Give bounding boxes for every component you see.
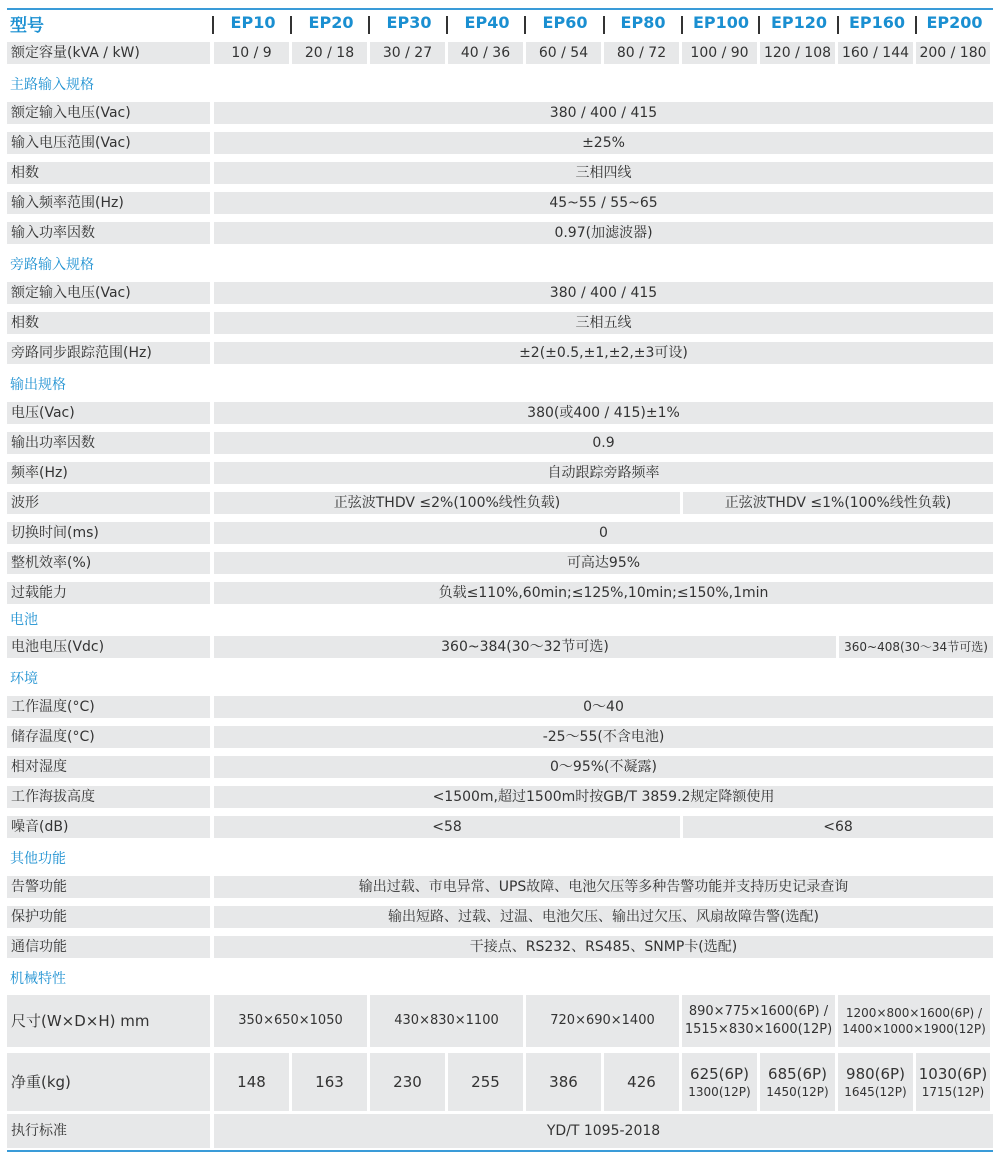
- weight-value: 230: [370, 1053, 445, 1111]
- overload-row: [7, 582, 993, 604]
- environment-value: -25～55(不含电池): [214, 726, 993, 748]
- main-input-row: [7, 102, 993, 124]
- capacity-value: 80 / 72: [604, 42, 679, 64]
- cell-line: 1450(12P): [766, 1085, 829, 1100]
- header-separator: [524, 16, 526, 34]
- output-pf-value: 0.9: [214, 432, 993, 454]
- waveform-value-left: 正弦波THDV ≤2%(100%线性负载): [214, 492, 680, 514]
- battery-voltage-label: 电池电压(Vdc): [7, 636, 210, 658]
- model-name: EP20: [308, 13, 354, 32]
- section-title-bypass-input: 旁路输入规格: [10, 257, 94, 273]
- waveform-label: 波形: [7, 492, 210, 514]
- bypass-input-label: 旁路同步跟踪范围(Hz): [7, 342, 210, 364]
- other-function-label: 通信功能: [7, 936, 210, 958]
- capacity-value: 30 / 27: [370, 42, 445, 64]
- transfer-time-row: [7, 522, 993, 544]
- cell-line: 685(6P): [768, 1064, 827, 1083]
- section-title-environment: 环境: [10, 671, 38, 687]
- cell-line: 1645(12P): [844, 1085, 907, 1100]
- other-function-value: 输出短路、过载、过温、电池欠压、输出过欠压、风扇故障告警(选配): [214, 906, 993, 928]
- noise-value-right: <68: [683, 816, 993, 838]
- header-separator: [915, 16, 917, 34]
- efficiency-row: [7, 552, 993, 574]
- bottom-rule: [7, 1150, 993, 1152]
- bypass-input-value: 三相五线: [214, 312, 993, 334]
- model-name: EP30: [386, 13, 432, 32]
- section-title-battery: 电池: [10, 612, 38, 628]
- waveform-value-right: 正弦波THDV ≤1%(100%线性负载): [683, 492, 993, 514]
- section-title-main-input: 主路输入规格: [10, 77, 94, 93]
- section-title-other: 其他功能: [10, 851, 66, 867]
- weight-value: 255: [448, 1053, 523, 1111]
- standard-row: [7, 1114, 993, 1148]
- transfer-time-value: 0: [214, 522, 993, 544]
- model-name: EP40: [464, 13, 510, 32]
- cell-line: 890×775×1600(6P) /: [688, 1004, 829, 1020]
- header-separator: [290, 16, 292, 34]
- bypass-input-value: ±2(±0.5,±1,±2,±3可设): [214, 342, 993, 364]
- main-input-label: 输入频率范围(Hz): [7, 192, 210, 214]
- other-function-row: [7, 906, 993, 928]
- output-freq-label: 频率(Hz): [7, 462, 210, 484]
- cell-line: 1300(12P): [688, 1085, 751, 1100]
- noise-row: [7, 816, 993, 838]
- model-name: EP100: [692, 13, 750, 32]
- weight-value: 163: [292, 1053, 367, 1111]
- main-input-value: 三相四线: [214, 162, 993, 184]
- model-name: EP80: [620, 13, 666, 32]
- cell-line: 625(6P): [690, 1064, 749, 1083]
- size-value: [838, 995, 990, 1047]
- environment-row: [7, 696, 993, 718]
- bypass-input-row: [7, 282, 993, 304]
- size-value: 720×690×1400: [526, 995, 679, 1047]
- standard-value: YD/T 1095-2018: [214, 1114, 993, 1148]
- output-freq-value: 自动跟踪旁路频率: [214, 462, 993, 484]
- header-separator: [681, 16, 683, 34]
- environment-value: <1500m,超过1500m时按GB/T 3859.2规定降额使用: [214, 786, 993, 808]
- main-input-label: 输入功率因数: [7, 222, 210, 244]
- environment-value: 0～40: [214, 696, 993, 718]
- output-pf-label: 输出功率因数: [7, 432, 210, 454]
- environment-label: 工作海拔高度: [7, 786, 210, 808]
- overload-label: 过载能力: [7, 582, 210, 604]
- capacity-value: 160 / 144: [838, 42, 913, 64]
- model-name: EP10: [230, 13, 276, 32]
- bypass-input-row: [7, 312, 993, 334]
- model-name: EP200: [926, 13, 983, 32]
- model-name: EP120: [770, 13, 828, 32]
- capacity-value: 40 / 36: [448, 42, 523, 64]
- cell-line: 1030(6P): [918, 1064, 988, 1083]
- battery-voltage-value-left: 360~384(30～32节可选): [214, 636, 836, 658]
- model-name: EP160: [848, 13, 906, 32]
- cell-line: 1200×800×1600(6P) /: [845, 1005, 983, 1020]
- weight-value: 386: [526, 1053, 601, 1111]
- output-voltage-row: [7, 402, 993, 424]
- overload-value: 负载≤110%,60min;≤125%,10min;≤150%,1min: [214, 582, 993, 604]
- model-heading: 型号: [10, 16, 44, 36]
- section-title-mechanical: 机械特性: [10, 971, 66, 987]
- other-function-label: 保护功能: [7, 906, 210, 928]
- capacity-value: 200 / 180: [916, 42, 990, 64]
- environment-label: 储存温度(°C): [7, 726, 210, 748]
- capacity-value: 100 / 90: [682, 42, 757, 64]
- battery-voltage-value-right: 360~408(30～34节可选): [839, 636, 993, 658]
- environment-value: 0～95%(不凝露): [214, 756, 993, 778]
- section-title-output: 输出规格: [10, 377, 66, 393]
- environment-row: [7, 726, 993, 748]
- other-function-label: 告警功能: [7, 876, 210, 898]
- capacity-value: 60 / 54: [526, 42, 601, 64]
- environment-row: [7, 786, 993, 808]
- size-row: [7, 995, 993, 1047]
- main-input-row: [7, 222, 993, 244]
- header-separator: [837, 16, 839, 34]
- cell-line: 1715(12P): [921, 1085, 985, 1100]
- header-row: [7, 10, 993, 40]
- main-input-row: [7, 192, 993, 214]
- main-input-label: 额定输入电压(Vac): [7, 102, 210, 124]
- transfer-time-label: 切换时间(ms): [7, 522, 210, 544]
- output-voltage-value: 380(或400 / 415)±1%: [214, 402, 993, 424]
- bypass-input-label: 相数: [7, 312, 210, 334]
- main-input-label: 相数: [7, 162, 210, 184]
- cell-line: 1400×1000×1900(12P): [842, 1022, 986, 1036]
- other-function-row: [7, 876, 993, 898]
- main-input-value: ±25%: [214, 132, 993, 154]
- output-voltage-label: 电压(Vac): [7, 402, 210, 424]
- output-freq-row: [7, 462, 993, 484]
- weight-value: [682, 1053, 757, 1111]
- efficiency-label: 整机效率(%): [7, 552, 210, 574]
- bypass-input-row: [7, 342, 993, 364]
- capacity-label: 额定容量(kVA / kW): [7, 42, 210, 64]
- header-separator: [212, 16, 214, 34]
- size-value: 350×650×1050: [214, 995, 367, 1047]
- environment-label: 相对湿度: [7, 756, 210, 778]
- capacity-row: [7, 42, 993, 64]
- main-input-value: 380 / 400 / 415: [214, 102, 993, 124]
- main-input-value: 0.97(加滤波器): [214, 222, 993, 244]
- weight-value: 426: [604, 1053, 679, 1111]
- capacity-value: 10 / 9: [214, 42, 289, 64]
- weight-value: [916, 1053, 990, 1111]
- main-input-row: [7, 132, 993, 154]
- size-value: 430×830×1100: [370, 995, 523, 1047]
- output-pf-row: [7, 432, 993, 454]
- weight-value: [760, 1053, 835, 1111]
- header-separator: [446, 16, 448, 34]
- main-input-row: [7, 162, 993, 184]
- environment-label: 工作温度(°C): [7, 696, 210, 718]
- capacity-value: 120 / 108: [760, 42, 835, 64]
- weight-label: 净重(kg): [7, 1053, 210, 1111]
- efficiency-value: 可高达95%: [214, 552, 993, 574]
- header-separator: [603, 16, 605, 34]
- waveform-row: [7, 492, 993, 514]
- capacity-value: 20 / 18: [292, 42, 367, 64]
- main-input-label: 输入电压范围(Vac): [7, 132, 210, 154]
- cell-line: 1515×830×1600(12P): [684, 1022, 833, 1037]
- header-separator: [368, 16, 370, 34]
- other-function-value: 输出过载、市电异常、UPS故障、电池欠压等多种告警功能并支持历史记录查询: [214, 876, 993, 898]
- weight-value: 148: [214, 1053, 289, 1111]
- bypass-input-label: 额定输入电压(Vac): [7, 282, 210, 304]
- other-function-value: 干接点、RS232、RS485、SNMP卡(选配): [214, 936, 993, 958]
- cell-line: 980(6P): [846, 1064, 905, 1083]
- standard-label: 执行标准: [7, 1114, 210, 1148]
- main-input-value: 45~55 / 55~65: [214, 192, 993, 214]
- weight-value: [838, 1053, 913, 1111]
- size-label: 尺寸(W×D×H) mm: [7, 995, 210, 1047]
- noise-label: 噪音(dB): [7, 816, 210, 838]
- weight-row: [7, 1053, 993, 1111]
- model-name: EP60: [542, 13, 588, 32]
- environment-row: [7, 756, 993, 778]
- other-function-row: [7, 936, 993, 958]
- noise-value-left: <58: [214, 816, 680, 838]
- battery-voltage-row: [7, 636, 993, 658]
- bypass-input-value: 380 / 400 / 415: [214, 282, 993, 304]
- size-value: [682, 995, 835, 1047]
- header-separator: [758, 16, 760, 34]
